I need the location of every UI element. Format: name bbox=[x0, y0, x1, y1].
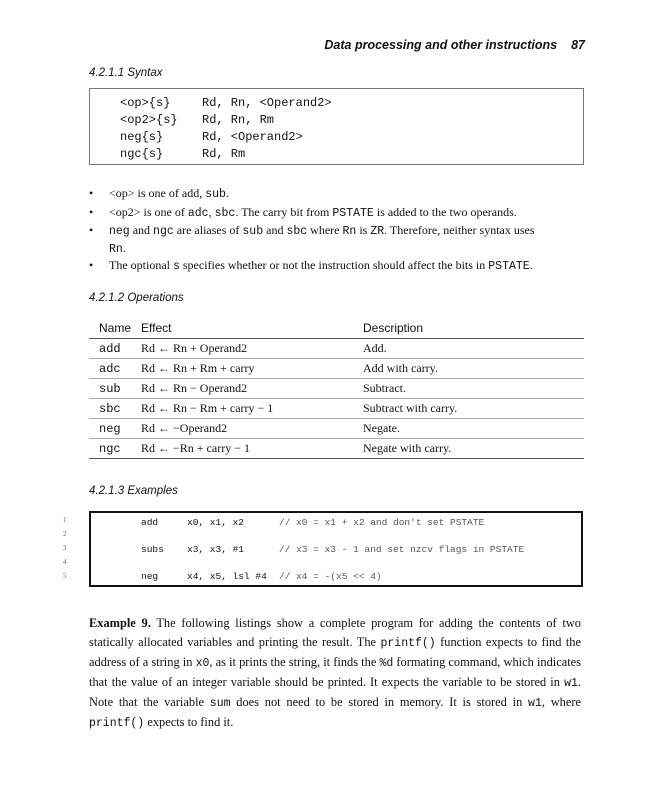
syntax-args: Rd, Rn, Rm bbox=[202, 113, 275, 127]
op-effect: Rd ← Rn + Rm + carry bbox=[141, 359, 363, 379]
line-number: 1 bbox=[63, 516, 67, 524]
table-row bbox=[89, 359, 584, 379]
table-row bbox=[89, 339, 584, 359]
syntax-op: ngc{s} bbox=[120, 147, 164, 161]
syntax-box bbox=[89, 88, 584, 165]
op-effect: Rd ← Rn − Rm + carry − 1 bbox=[141, 399, 363, 419]
syntax-args: Rd, Rm bbox=[202, 147, 246, 161]
column-header-effect: Effect bbox=[141, 318, 363, 339]
syntax-heading: 4.2.1.1 Syntax bbox=[89, 67, 163, 79]
line-number: 3 bbox=[63, 544, 67, 552]
bullet-dot: • bbox=[89, 223, 94, 237]
bullet-dot: • bbox=[89, 205, 94, 219]
op-description: Add with carry. bbox=[363, 359, 584, 379]
code-line: subs x3, x3, #1 // x3 = x3 - 1 and set nzcv flags in PSTATE bbox=[141, 544, 525, 555]
op-description: Negate. bbox=[363, 419, 584, 439]
op-description: Negate with carry. bbox=[363, 439, 584, 459]
bullet-dot: • bbox=[89, 258, 94, 272]
table-row bbox=[89, 419, 584, 439]
syntax-args: Rd, <Operand2> bbox=[202, 130, 303, 144]
code-listing bbox=[89, 511, 583, 587]
table-header-row bbox=[89, 318, 584, 339]
op-effect: Rd ← −Operand2 bbox=[141, 419, 363, 439]
syntax-op: <op>{s} bbox=[120, 96, 171, 110]
op-effect: Rd ← Rn − Operand2 bbox=[141, 379, 363, 399]
op-description: Subtract with carry. bbox=[363, 399, 584, 419]
code-line: add x0, x1, x2 // x0 = x1 + x2 and don't set PSTATE bbox=[141, 517, 485, 528]
operations-table bbox=[89, 318, 584, 459]
op-effect: Rd ← Rn + Operand2 bbox=[141, 339, 363, 359]
op-description: Add. bbox=[363, 339, 584, 359]
op-effect: Rd ← −Rn + carry − 1 bbox=[141, 439, 363, 459]
bullet-item bbox=[89, 185, 581, 202]
column-header-name: Name bbox=[89, 318, 141, 339]
op-name: sbc bbox=[89, 399, 141, 419]
op-name: sub bbox=[89, 379, 141, 399]
bullet-item bbox=[89, 222, 581, 256]
op-name: add bbox=[89, 339, 141, 359]
syntax-row bbox=[120, 113, 274, 127]
code-line: neg x4, x5, lsl #4 // x4 = -(x5 << 4) bbox=[141, 571, 382, 582]
syntax-row bbox=[120, 96, 332, 110]
bullet-item bbox=[89, 204, 581, 221]
page-number: 87 bbox=[571, 38, 585, 52]
bullet-text: <op> is one of add, sub. bbox=[109, 186, 229, 201]
syntax-op: neg{s} bbox=[120, 130, 164, 144]
bullet-text: neg and ngc are aliases of sub and sbc where Rn is ZR. Therefore, neither syntax uses Rn. bbox=[109, 223, 535, 256]
column-header-description: Description bbox=[363, 318, 584, 339]
op-name: ngc bbox=[89, 439, 141, 459]
running-header bbox=[0, 38, 585, 53]
line-number: 5 bbox=[63, 572, 67, 580]
table-row bbox=[89, 399, 584, 419]
table-row bbox=[89, 379, 584, 399]
chapter-title: Data processing and other instructions bbox=[324, 38, 558, 52]
syntax-op: <op2>{s} bbox=[120, 113, 178, 127]
example-label: Example 9. bbox=[89, 616, 151, 630]
syntax-args: Rd, Rn, <Operand2> bbox=[202, 96, 332, 110]
bullet-text: The optional s specifies whether or not the instruction should affect the bits in PSTATE. bbox=[109, 258, 533, 273]
syntax-row bbox=[120, 147, 245, 161]
examples-heading: 4.2.1.3 Examples bbox=[89, 485, 178, 497]
op-name: adc bbox=[89, 359, 141, 379]
example-paragraph: Example 9. The following listings show a complete program for adding the contents of two statically allocated variables and printing the result. The printf() function expects to find the address of a string in x0, as it prints the string, it finds the %d formating command, which indicates that the value of an integer variable should be printed. It expects the variable to be stored in w1. Note that the variable sum does not need to be stored in memory. It is stored in w1, where printf() expects to find it. bbox=[89, 616, 581, 730]
operations-heading: 4.2.1.2 Operations bbox=[89, 292, 184, 304]
syntax-row bbox=[120, 130, 303, 144]
op-description: Subtract. bbox=[363, 379, 584, 399]
line-number: 4 bbox=[63, 558, 67, 566]
line-number: 2 bbox=[63, 530, 67, 538]
table-row bbox=[89, 439, 584, 459]
bullet-dot: • bbox=[89, 186, 94, 200]
op-name: neg bbox=[89, 419, 141, 439]
bullet-text: <op2> is one of adc, sbc. The carry bit from PSTATE is added to the two operands. bbox=[109, 205, 517, 220]
bullet-item bbox=[89, 257, 581, 274]
